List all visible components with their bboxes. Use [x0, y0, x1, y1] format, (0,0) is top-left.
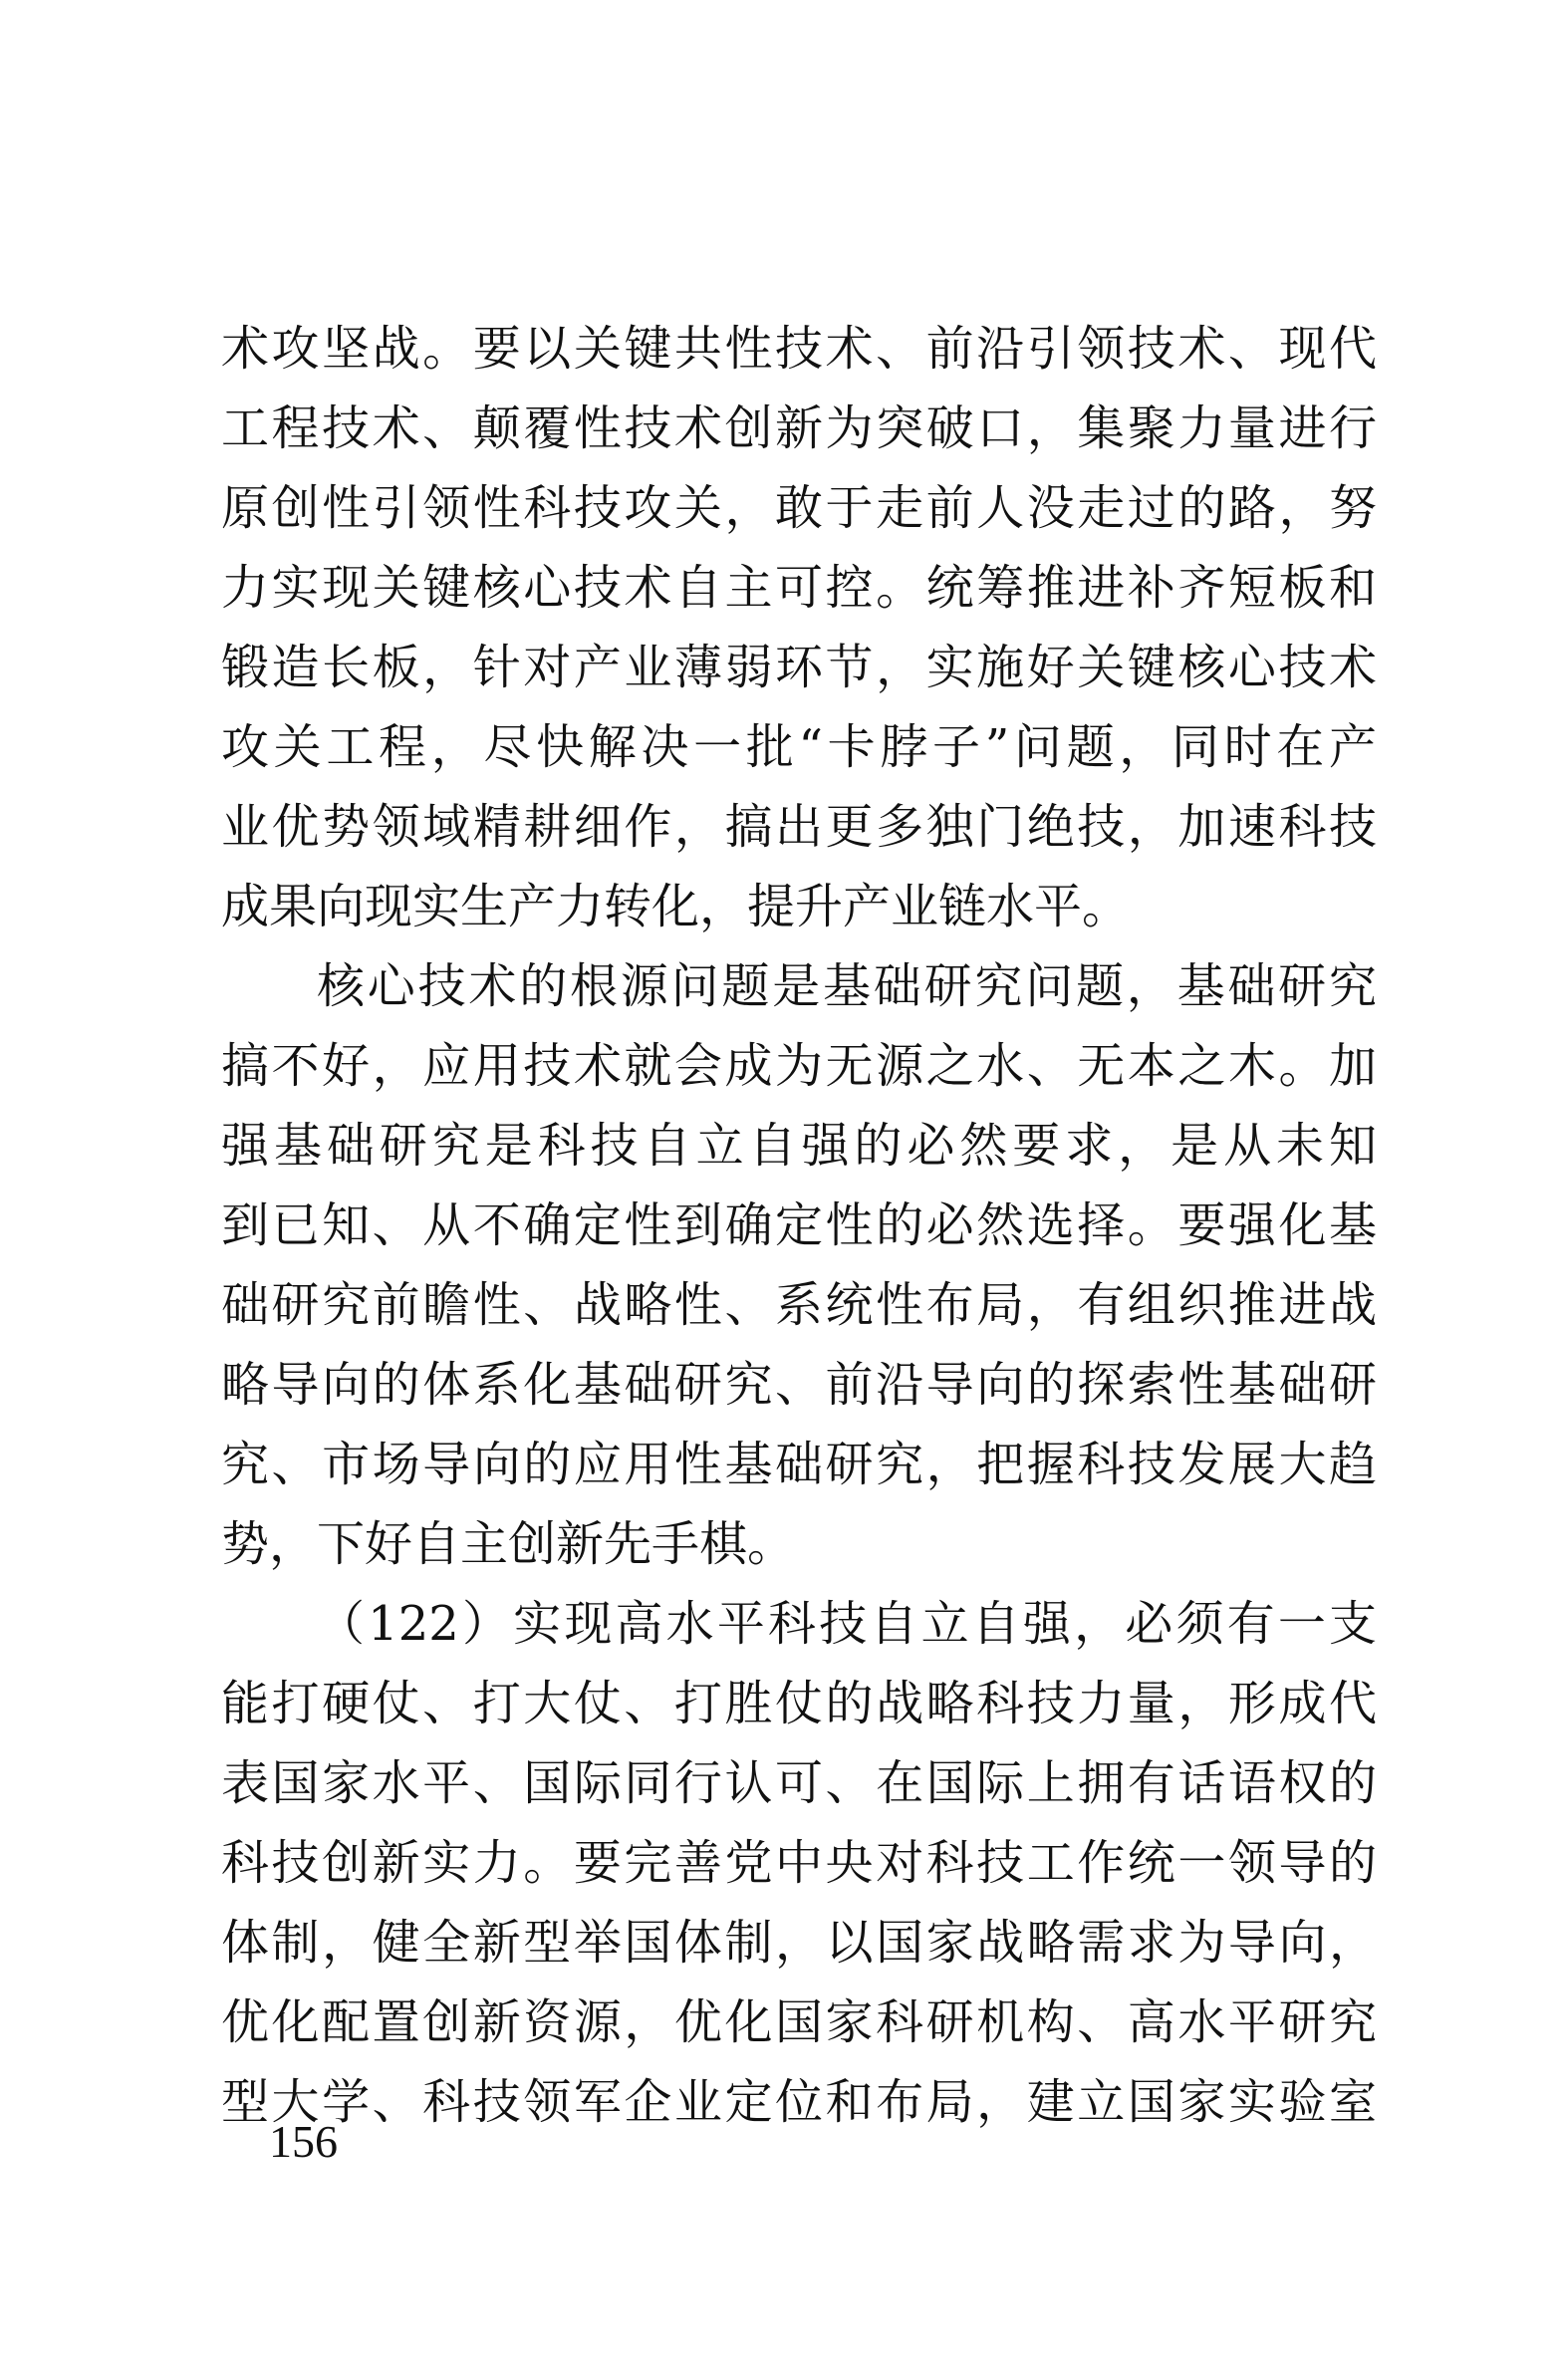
text-line: （122）实现高水平科技自立自强，必须有一支 [317, 1596, 1377, 1652]
text-line: 表国家水平、国际同行认可、在国际上拥有话语权的 [221, 1755, 1377, 1811]
text-line: 原创性引领性科技攻关，敢于走前人没走过的路，努 [221, 480, 1377, 536]
paragraph-2 [221, 946, 1377, 1584]
text-line: 到已知、从不确定性到确定性的必然选择。要强化基 [221, 1197, 1377, 1253]
text-line: 核心技术的根源问题是基础研究问题，基础研究 [317, 958, 1377, 1014]
text-line: 优化配置创新资源，优化国家科研机构、高水平研究 [221, 1994, 1377, 2050]
paragraph-1 [221, 309, 1377, 946]
text-line: 工程技术、颠覆性技术创新为突破口，集聚力量进行 [221, 400, 1377, 456]
text-line: 力实现关键核心技术自主可控。统筹推进补齐短板和 [221, 560, 1377, 616]
text-line: 础研究前瞻性、战略性、系统性布局，有组织推进战 [221, 1277, 1377, 1333]
text-line: 成果向现实生产力转化，提升产业链水平。 [221, 879, 1131, 934]
text-line: 锻造长板，针对产业薄弱环节，实施好关键核心技术 [221, 640, 1377, 695]
body-text [221, 309, 1377, 2142]
text-line: 攻关工程，尽快解决一批“卡脖子”问题，同时在产 [221, 719, 1377, 775]
text-line: 搞不好，应用技术就会成为无源之水、无本之木。加 [221, 1038, 1377, 1094]
text-line: 能打硬仗、打大仗、打胜仗的战略科技力量，形成代 [221, 1676, 1377, 1731]
text-line: 势，下好自主创新先手棋。 [221, 1516, 796, 1572]
text-line: 体制，健全新型举国体制，以国家战略需求为导向， [221, 1915, 1377, 1971]
text-line: 略导向的体系化基础研究、前沿导向的探索性基础研 [221, 1357, 1377, 1413]
page-number: 156 [269, 2116, 338, 2167]
text-line: 业优势领域精耕细作，搞出更多独门绝技，加速科技 [221, 799, 1377, 855]
text-line: 科技创新实力。要完善党中央对科技工作统一领导的 [221, 1835, 1377, 1891]
paragraph-3 [221, 1584, 1377, 2142]
text-line: 型大学、科技领军企业定位和布局，建立国家实验室 [221, 2074, 1377, 2130]
text-line: 强基础研究是科技自立自强的必然要求，是从未知 [221, 1118, 1377, 1174]
text-line: 究、市场导向的应用性基础研究，把握科技发展大趋 [221, 1437, 1377, 1492]
text-line: 术攻坚战。要以关键共性技术、前沿引领技术、现代 [221, 321, 1377, 377]
